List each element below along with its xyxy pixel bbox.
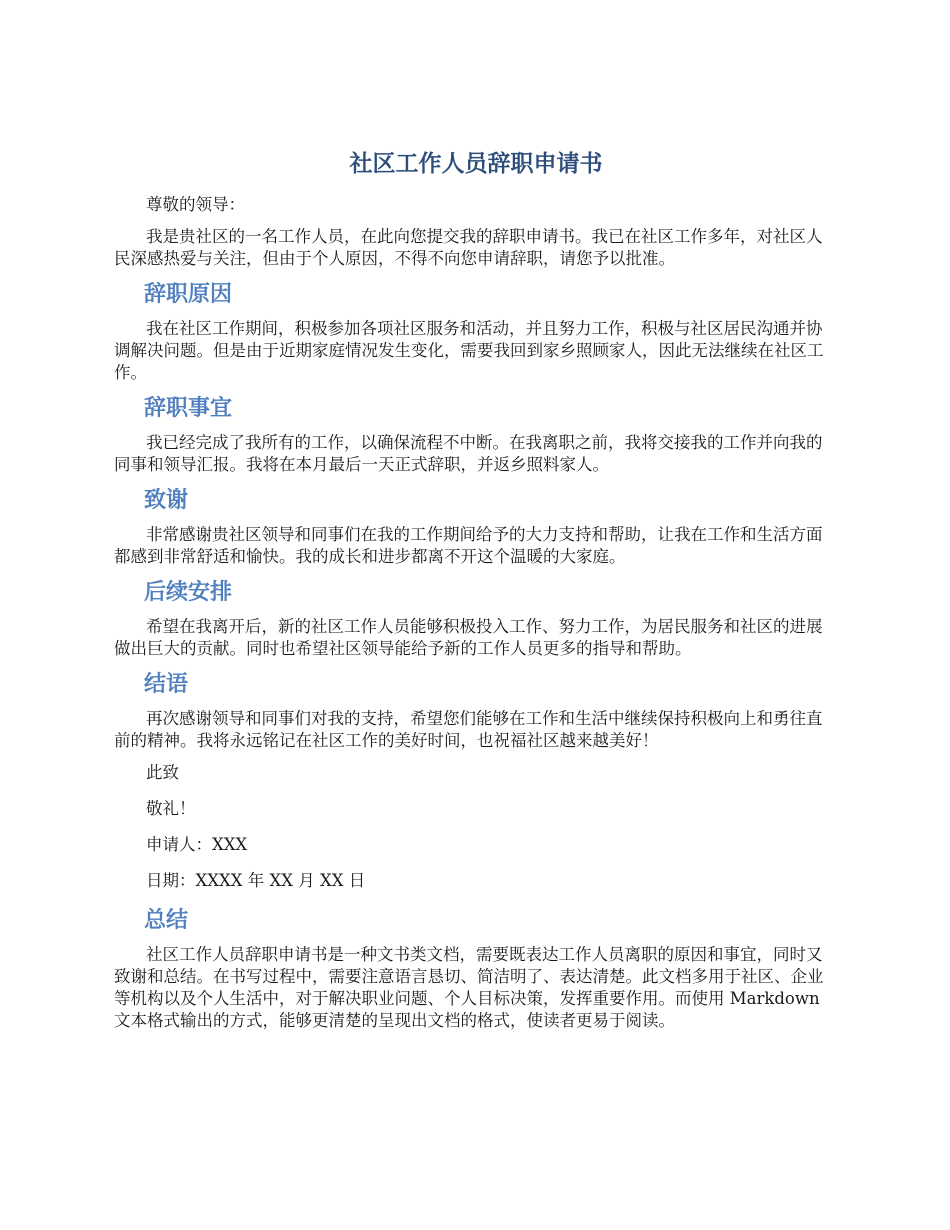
document-title: 社区工作人员辞职申请书 [349, 151, 603, 177]
section-heading-thanks: 致谢 [144, 488, 189, 513]
section-body-reason: 我在社区工作期间，积极参加各项社区服务和活动，并且努力工作，积极与社区居民沟通并协调解决问题。但是由于近期家庭情况发生变化，需要我回到家乡照顾家人，因此无法继续在社区工作。 [114, 319, 824, 382]
closing-line-1: 此致 [146, 763, 179, 782]
section-heading-matters: 辞职事宜 [144, 396, 233, 421]
summary-body: 社区工作人员辞职申请书是一种文书类文档，需要既表达工作人员离职的原因和事宜，同时又致谢和总结。在书写过程中，需要注意语言恳切、简洁明了、表达清楚。此文档多用于社区、企业等机构以及个人生活中，对于解决职业问题、个人目标决策，发挥重要作用。而使用 Markdown 文本格式输出的方式，能够更清楚的呈现出文档的格式，使读者更易于阅读。 [114, 945, 824, 1030]
salutation: 尊敬的领导： [146, 195, 245, 214]
date-line: 日期：XXXX 年 XX 月 XX 日 [146, 871, 366, 890]
section-heading-reason: 辞职原因 [144, 282, 233, 307]
section-body-matters: 我已经完成了我所有的工作，以确保流程不中断。在我离职之前，我将交接我的工作并向我的同事和领导汇报。我将在本月最后一天正式辞职，并返乡照料家人。 [114, 433, 823, 474]
section-body-followup: 希望在我离开后，新的社区工作人员能够积极投入工作、努力工作，为居民服务和社区的进展做出巨大的贡献。同时也希望社区领导能给予新的工作人员更多的指导和帮助。 [114, 617, 823, 658]
applicant-line: 申请人：XXX [146, 835, 248, 854]
closing-line-2: 敬礼！ [146, 799, 196, 818]
section-body-conclusion: 再次感谢领导和同事们对我的支持，希望您们能够在工作和生活中继续保持积极向上和勇往直前的精神。我将永远铭记在社区工作的美好时间，也祝福社区越来越美好！ [114, 709, 823, 750]
intro-paragraph: 我是贵社区的一名工作人员，在此向您提交我的辞职申请书。我已在社区工作多年，对社区人民深感热爱与关注，但由于个人原因，不得不向您申请辞职，请您予以批准。 [114, 227, 823, 268]
section-heading-conclusion: 结语 [144, 672, 189, 697]
section-heading-followup: 后续安排 [144, 580, 233, 605]
summary-heading: 总结 [144, 908, 189, 933]
section-body-thanks: 非常感谢贵社区领导和同事们在我的工作期间给予的大力支持和帮助，让我在工作和生活方面都感到非常舒适和愉快。我的成长和进步都离不开这个温暖的大家庭。 [114, 525, 823, 566]
